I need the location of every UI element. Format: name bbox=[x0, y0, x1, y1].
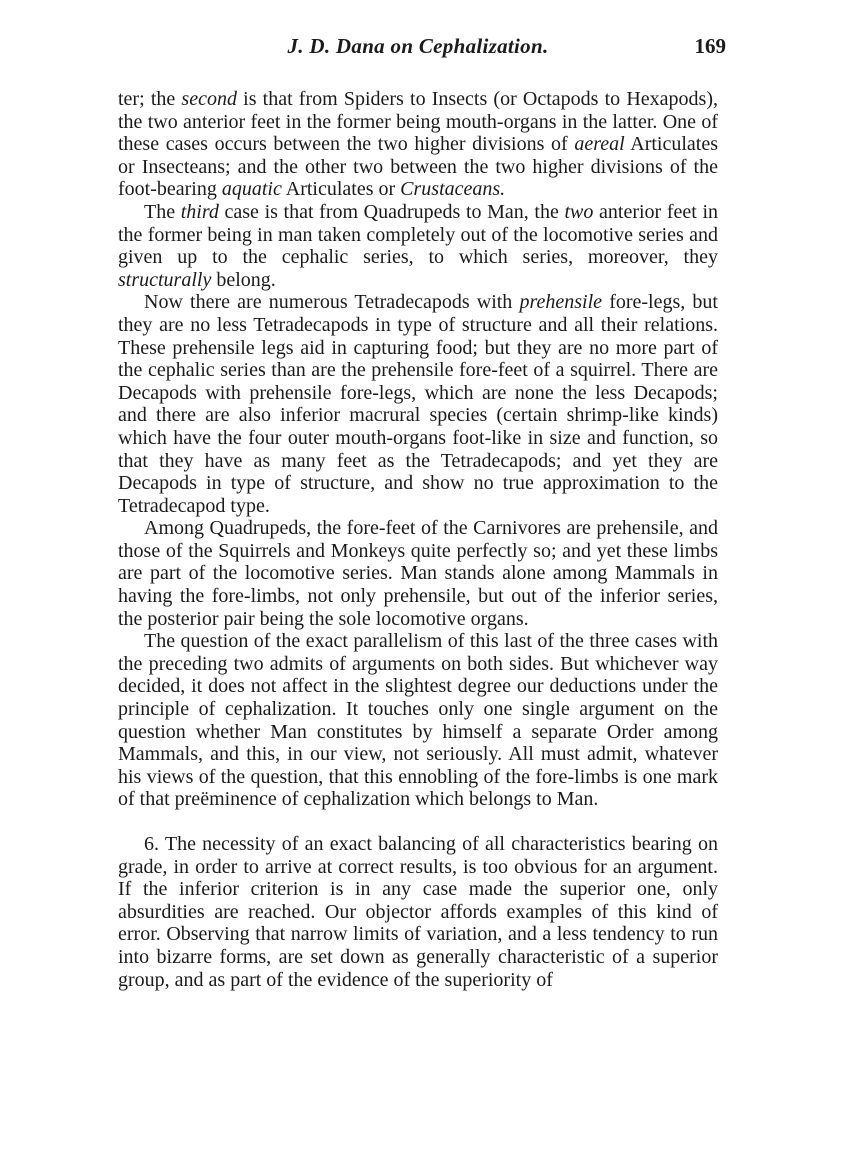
section-gap bbox=[118, 811, 718, 833]
running-title: J. D. Dana on Cephalization. bbox=[287, 34, 549, 58]
paragraph-3: Now there are numerous Tetradecapods with prehensile fore-legs, but they are no less Tetradecapods in type of structure and all their relations. These prehensile legs aid in capturing food; but they are no more part of the cephalic series than are the prehensile fore-feet of a squirrel. There are Decapods with prehensile fore-legs, which are none the less Decapods; and there are also inferior macrural species (certain shrimp-like kinds) which have the four outer mouth-organs foot-like in size and function, so that they have as many feet as the Tetradecapods; and yet they are Decapods in type of structure, and show no true approximation to the Tetradecapod type. bbox=[118, 291, 718, 517]
paragraph-5: The question of the exact parallelism of this last of the three cases with the preceding two admits of arguments on both sides. But whichever way decided, it does not affect in the slightest degree our deductions under the principle of cephalization. It touches only one single argument on the question whether Man constitutes by himself a separate Order among Mammals, and this, in our view, not seriously. All must admit, whatever his views of the question, that this ennobling of the fore-limbs is one mark of that preëminence of cephalization which belongs to Man. bbox=[118, 630, 718, 811]
paragraph-6: 6. The necessity of an exact balancing of all characteristics bearing on grade, in order to arrive at correct results, is too obvious for an argument. If the inferior criterion is in any case made the superior one, only absurdities are reached. Our objector affords examples of this kind of error. Observing that narrow limits of variation, and a less tendency to run into bizarre forms, are set down as generally characteristic of a superior group, and as part of the evidence of the superiority of bbox=[118, 833, 718, 991]
book-page bbox=[118, 34, 726, 991]
page-number: 169 bbox=[694, 34, 726, 58]
page-header bbox=[118, 34, 726, 74]
paragraph-4: Among Quadrupeds, the fore-feet of the Carnivores are prehensile, and those of the Squirrels and Monkeys quite perfectly so; and yet these limbs are part of the locomotive series. Man stands alone among Mammals in having the fore-limbs, not only prehensile, but out of the inferior series, the posterior pair being the sole locomotive organs. bbox=[118, 517, 718, 630]
paragraph-1: ter; the second is that from Spiders to Insects (or Octapods to Hexapods), the two anterior feet in the former being mouth-organs in the latter. One of these cases occurs between the two higher divisions of aereal Articulates or Insecteans; and the other two between the two higher divisions of the foot-bearing aquatic Articulates or Crustaceans. bbox=[118, 88, 719, 201]
paragraph-2: The third case is that from Quadrupeds to Man, the two anterior feet in the former being in man taken completely out of the locomotive series and given up to the cephalic series, to which series, moreover, they structurally belong. bbox=[118, 200, 718, 291]
